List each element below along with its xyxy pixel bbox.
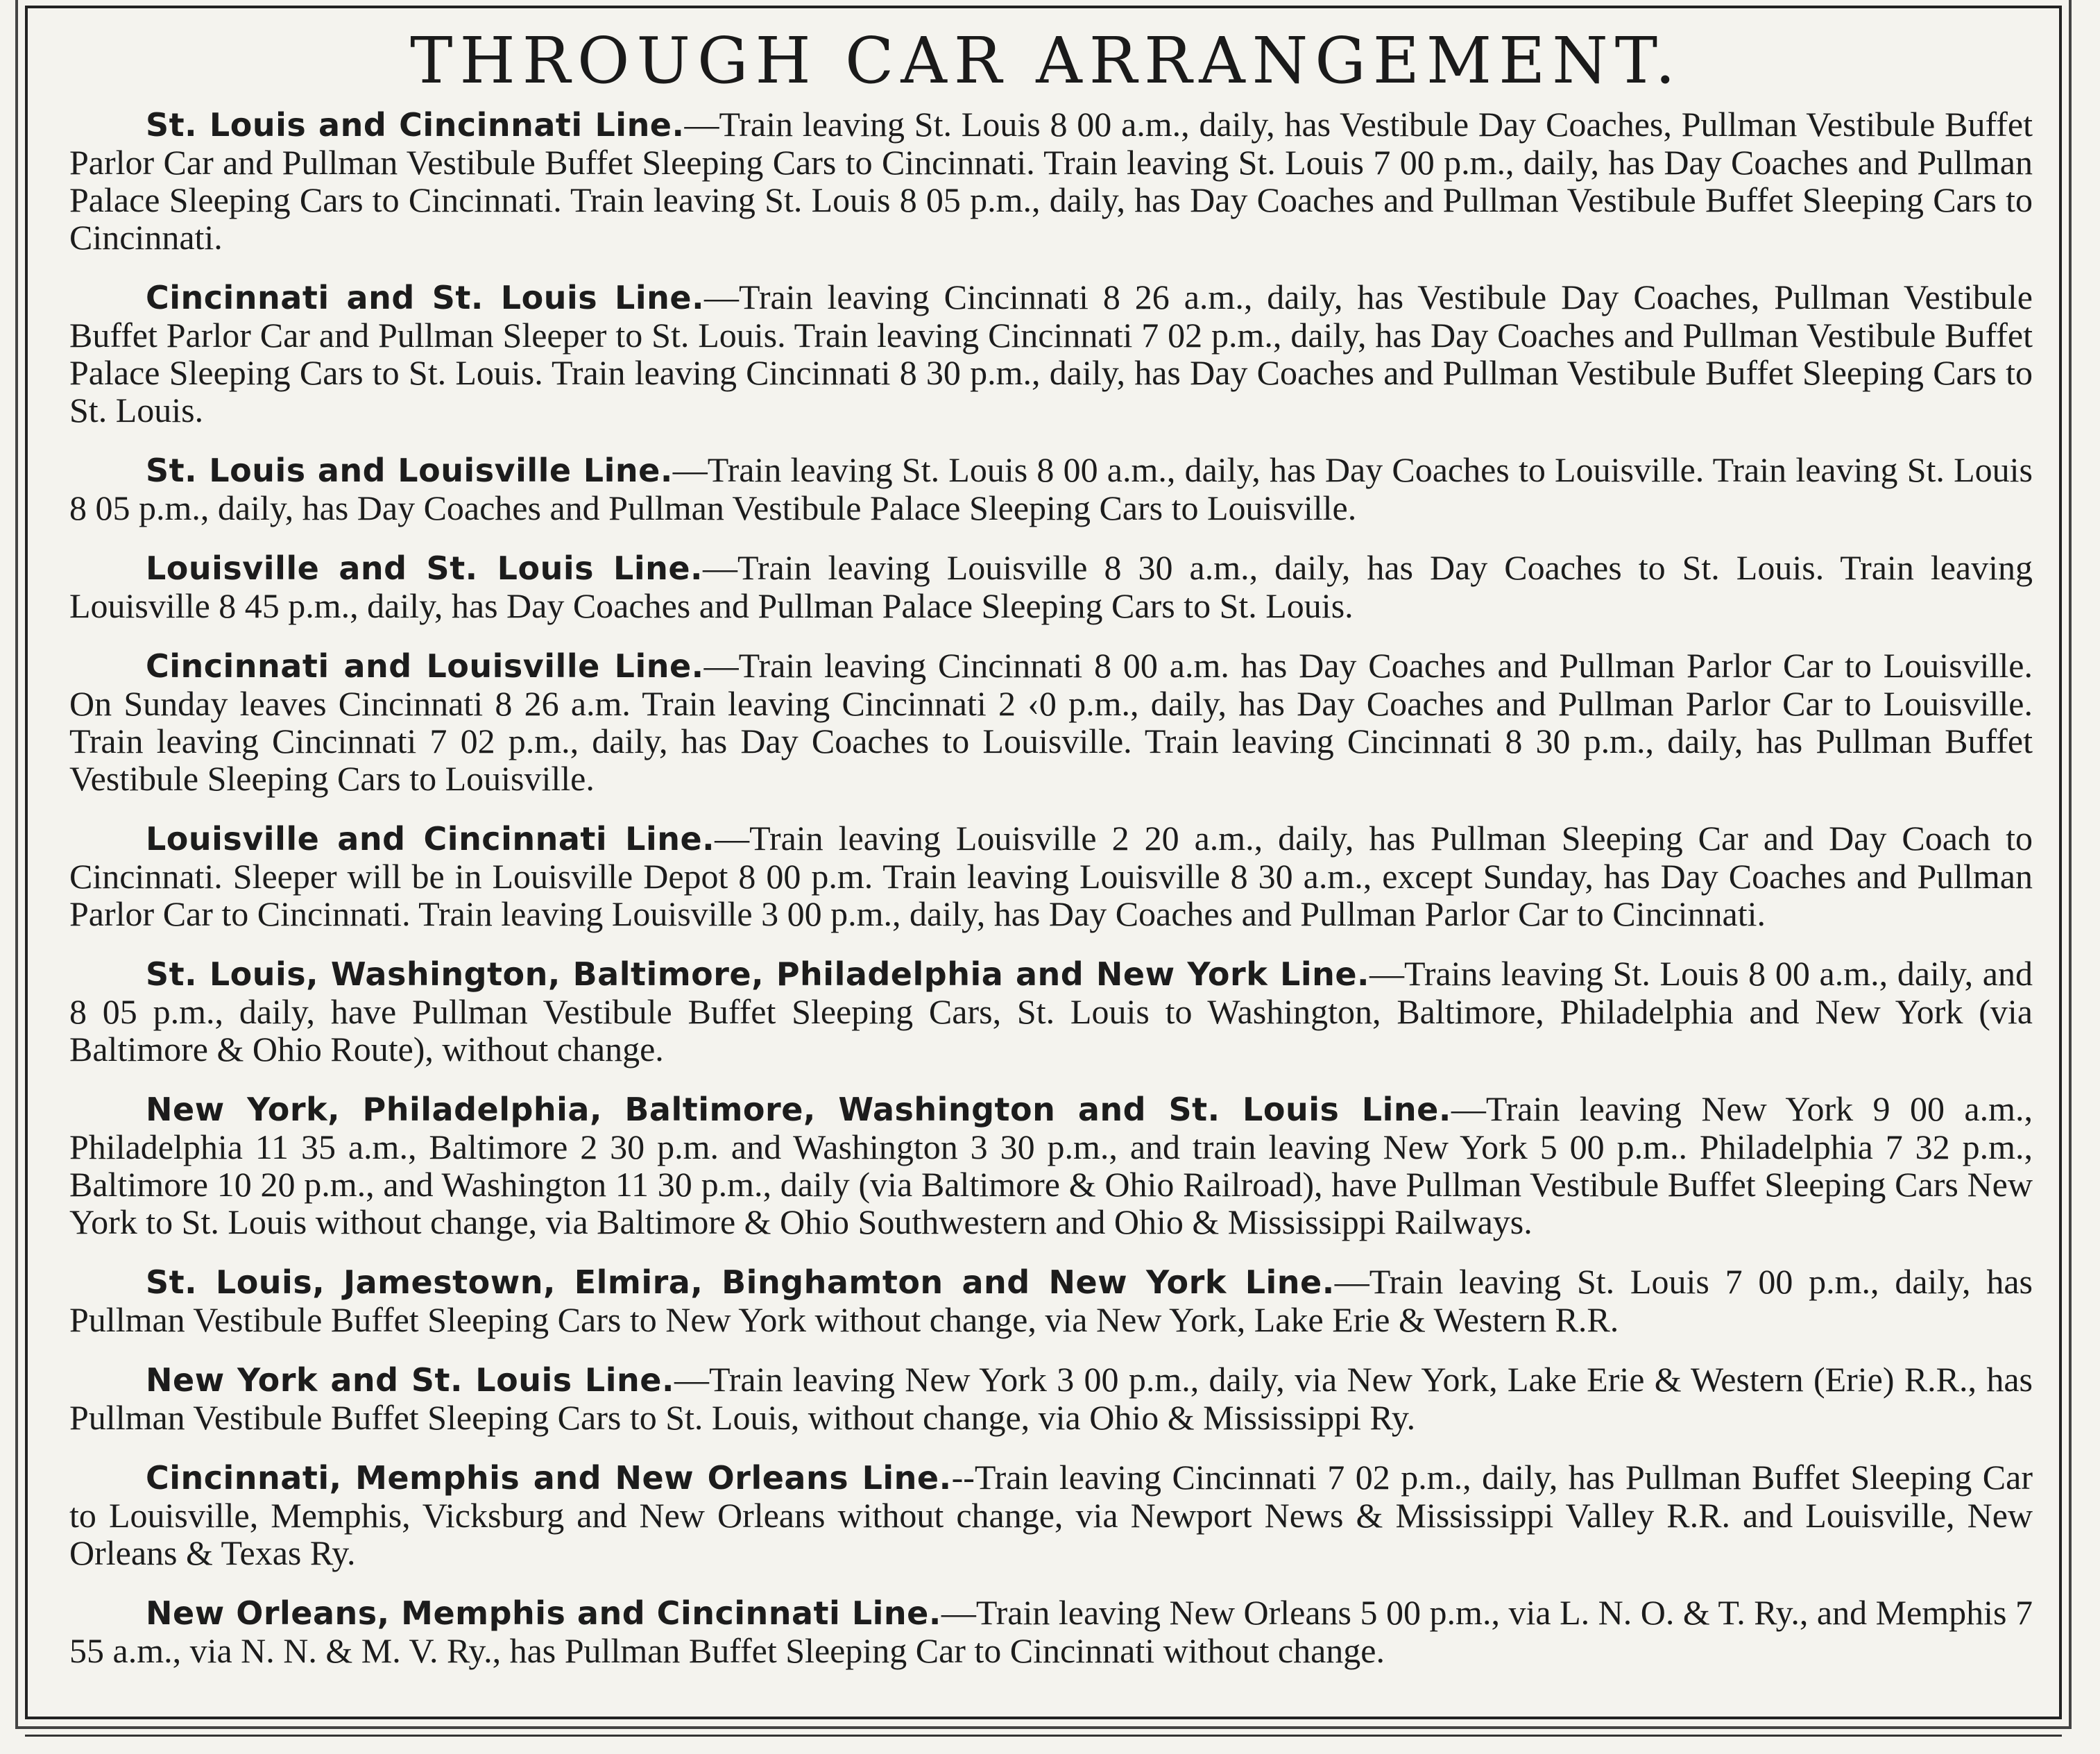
line-paragraph (69, 647, 2033, 797)
line-description: —Train leaving Louisville 8 30 a.m., daily, has Day Coaches to St. Louis. Train leaving Louisville 8 45 p.m., daily, has Day Coaches and Pullman Palace Sleeping Cars to St. Louis. (69, 548, 2033, 625)
line-paragraph (69, 451, 2033, 527)
line-description: —Train leaving Cincinnati 8 00 a.m. has Day Coaches and Pullman Parlor Car to Louisville. On Sunday leaves Cincinnati 8 26 a.m. Train leaving Cincinnati 2 ‹0 p.m., daily, has Day Coaches and Pullman Parlor Car to Louisville. Train leaving Cincinnati 7 02 p.m., daily, has Day Coaches to Louisville. Train leaving Cincinnati 8 30 p.m., daily, has Pullman Buffet Vestibule Sleeping Cars to Louisville. (69, 646, 2033, 798)
line-description: —Trains leaving St. Louis 8 00 a.m., daily, and 8 05 p.m., daily, have Pullman Vestibule Buffet Sleeping Cars, St. Louis to Washington, Baltimore, Philadelphia and New York (via Baltimore & Ohio Route), without change. (69, 954, 2033, 1068)
line-description: --Train leaving Cincinnati 7 02 p.m., daily, has Pullman Buffet Sleeping Car to Louisville, Memphis, Vicksburg and New Orleans without change, via Newport News & Mississippi Valley R.R. and Louisville, New Orleans & Texas Ry. (69, 1458, 2033, 1572)
line-paragraph (69, 105, 2033, 256)
line-paragraph (69, 1263, 2033, 1338)
line-paragraph (69, 278, 2033, 429)
line-description: —Train leaving New Orleans 5 00 p.m., via L. N. O. & T. Ry., and Memphis 7 55 a.m., via N. N. & M. V. Ry., has Pullman Buffet Sleeping Car to Cincinnati without change. (69, 1593, 2033, 1670)
bottom-rule (25, 1735, 2062, 1737)
line-description: —Train leaving Cincinnati 8 26 a.m., daily, has Vestibule Day Coaches, Pullman Vestibule Buffet Parlor Car and Pullman Sleeper to St. Louis. Train leaving Cincinnati 7 02 p.m., daily, has Day Coaches and Pullman Vestibule Buffet Palace Sleeping Cars to St. Louis. Train leaving Cincinnati 8 30 p.m., daily, has Day Coaches and Pullman Vestibule Buffet Sleeping Cars to St. Louis. (69, 278, 2033, 429)
line-heading: New York and St. Louis Line. (146, 1361, 674, 1399)
line-paragraph (69, 549, 2033, 624)
line-heading: Cincinnati, Memphis and New Orleans Line. (146, 1459, 952, 1497)
line-heading: St. Louis and Louisville Line. (146, 452, 673, 489)
line-description: —Train leaving New York 9 00 a.m., Philadelphia 11 35 a.m., Baltimore 2 30 p.m. and Washington 3 30 p.m., and train leaving New York 5 00 p.m.. Philadelphia 7 32 p.m., Baltimore 10 20 p.m., and Washington 11 30 p.m., daily (via Baltimore & Ohio Railroad), have Pullman Vestibule Buffet Sleeping Cars New York to St. Louis without change, via Baltimore & Ohio Southwestern and Ohio & Mississippi Railways. (69, 1089, 2033, 1241)
line-paragraph (69, 1090, 2033, 1241)
page-title: THROUGH CAR ARRANGEMENT. (410, 24, 1682, 98)
line-description: —Train leaving St. Louis 8 00 a.m., daily, has Vestibule Day Coaches, Pullman Vestibule Buffet Parlor Car and Pullman Vestibule Buffet Sleeping Cars to Cincinnati. Train leaving St. Louis 7 00 p.m., daily, has Day Coaches and Pullman Palace Sleeping Cars to Cincinnati. Train leaving St. Louis 8 05 p.m., daily, has Day Coaches and Pullman Vestibule Buffet Sleeping Cars to Cincinnati. (69, 105, 2033, 257)
line-heading: Louisville and St. Louis Line. (146, 550, 703, 587)
line-description: —Train leaving St. Louis 7 00 p.m., daily, has Pullman Vestibule Buffet Sleeping Cars to New York without change, via New York, Lake Erie & Western R.R. (69, 1262, 2033, 1339)
line-description: —Train leaving St. Louis 8 00 a.m., daily, has Day Coaches to Louisville. Train leaving St. Louis 8 05 p.m., daily, has Day Coaches and Pullman Vestibule Palace Sleeping Cars to Louisville. (69, 450, 2033, 527)
line-paragraph (69, 1458, 2033, 1572)
line-heading: New York, Philadelphia, Baltimore, Washington and St. Louis Line. (146, 1091, 1451, 1128)
page-border (25, 6, 2062, 1719)
line-description: —Train leaving Louisville 2 20 a.m., daily, has Pullman Sleeping Car and Day Coach to Cincinnati. Sleeper will be in Louisville Depot 8 00 p.m. Train leaving Louisville 8 30 a.m., except Sunday, has Day Coaches and Pullman Parlor Car to Cincinnati. Train leaving Louisville 3 00 p.m., daily, has Day Coaches and Pullman Parlor Car to Cincinnati. (69, 819, 2033, 933)
line-paragraph (69, 1361, 2033, 1436)
line-heading: St. Louis and Cincinnati Line. (146, 106, 685, 144)
line-heading: Cincinnati and Louisville Line. (146, 647, 704, 685)
line-heading: New Orleans, Memphis and Cincinnati Line. (146, 1594, 941, 1632)
line-heading: St. Louis, Jamestown, Elmira, Binghamton and New York Line. (146, 1263, 1335, 1301)
schedule-text (69, 105, 2033, 1692)
line-heading: Cincinnati and St. Louis Line. (146, 279, 705, 316)
line-heading: Louisville and Cincinnati Line. (146, 820, 715, 858)
line-paragraph (69, 819, 2033, 933)
line-description: —Train leaving New York 3 00 p.m., daily, via New York, Lake Erie & Western (Erie) R.R., has Pullman Vestibule Buffet Sleeping Cars to St. Louis, without change, via Ohio & Mississippi Ry. (69, 1360, 2033, 1437)
line-paragraph (69, 955, 2033, 1068)
line-paragraph (69, 1594, 2033, 1669)
line-heading: St. Louis, Washington, Baltimore, Philadelphia and New York Line. (146, 955, 1370, 993)
